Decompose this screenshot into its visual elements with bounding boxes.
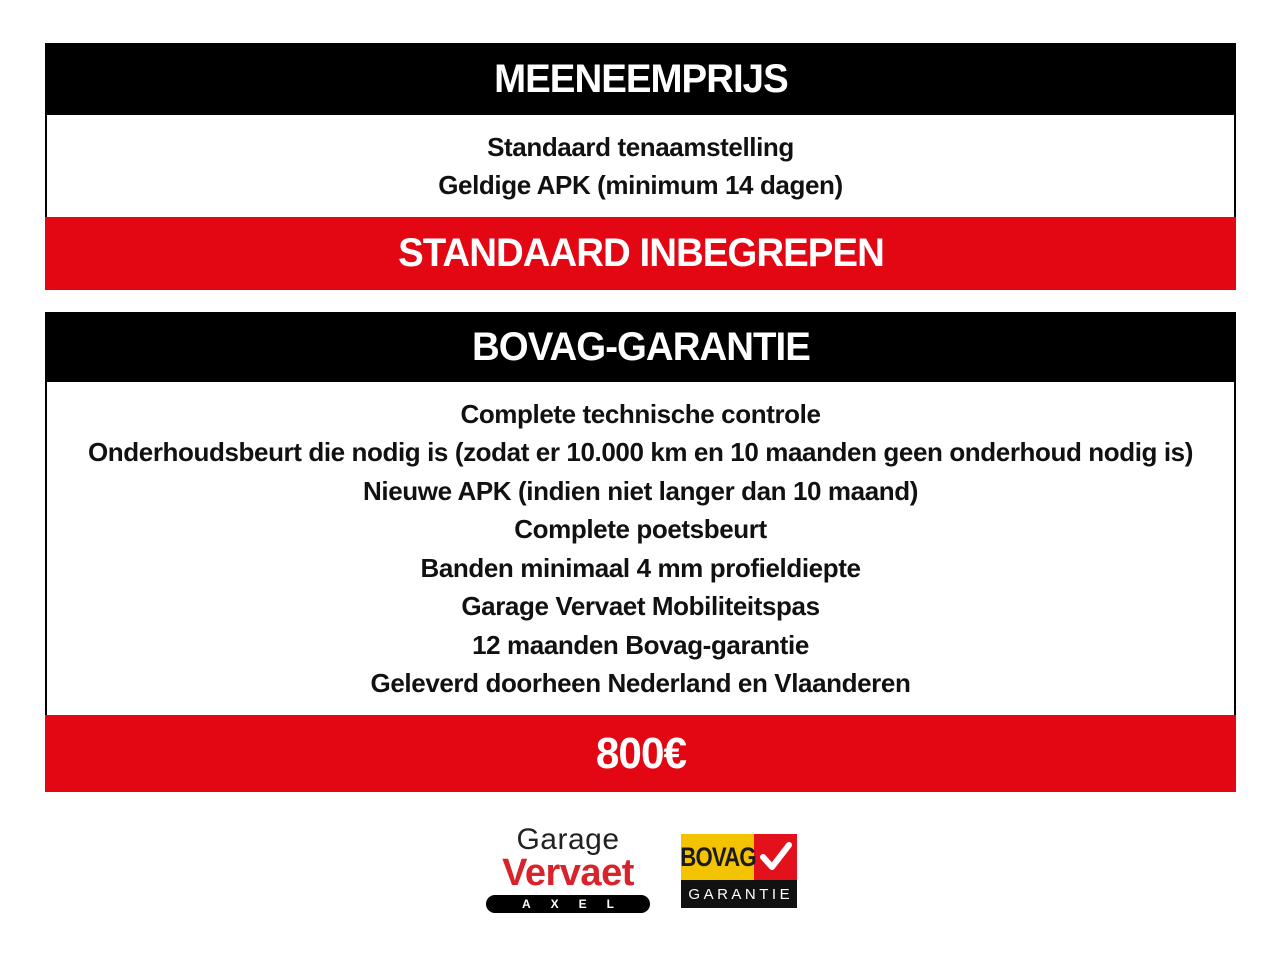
bovag-item: Banden minimaal 4 mm profieldiepte (420, 552, 861, 583)
bovag-garantie-title: BOVAG-GARANTIE (471, 324, 810, 369)
price-info-card (45, 43, 1236, 792)
meeneemprijs-title: MEENEEMPRIJS (493, 56, 788, 101)
bovag-logo-garantie-bar: GARANTIE (681, 880, 797, 908)
garage-vervaet-logo (483, 824, 653, 913)
bovag-items-section (45, 382, 1236, 715)
section-divider-gap (45, 290, 1236, 312)
bovag-item: Geleverd doorheen Nederland en Vlaanderen (370, 668, 911, 698)
garage-vervaet-logo-vervaet-text: Vervaet (502, 852, 634, 894)
meeneemprijs-header-bar (45, 43, 1236, 115)
bovag-item: Complete technische controle (460, 398, 821, 429)
price-value: 800€ (595, 728, 686, 778)
garage-vervaet-logo-garage-text: Garage (516, 823, 620, 856)
bovag-logo-yellow-panel (681, 834, 754, 880)
meeneemprijs-items-section (45, 115, 1236, 217)
bovag-item: 12 maanden Bovag-garantie (472, 629, 809, 660)
check-icon (759, 842, 793, 872)
bovag-item: Garage Vervaet Mobiliteitspas (461, 591, 820, 621)
bovag-item: Nieuwe APK (indien niet langer dan 10 maand) (363, 475, 918, 506)
bovag-item: Complete poetsbeurt (514, 514, 767, 544)
bovag-logo-top (681, 834, 797, 880)
meeneemprijs-item: Standaard tenaamstelling (487, 131, 794, 162)
logos-row (0, 824, 1280, 913)
bovag-logo-wordmark: BOVAG (679, 841, 756, 872)
garage-vervaet-logo-axel-badge: AXEL (486, 895, 650, 913)
standaard-inbegrepen-label: STANDAARD INBEGREPEN (397, 231, 884, 275)
bovag-garantie-logo (681, 834, 797, 908)
bovag-item: Onderhoudsbeurt die nodig is (zodat er 10.000 km en 10 maanden geen onderhoud nodig is) (87, 437, 1194, 467)
bovag-logo-red-panel (754, 834, 797, 880)
meeneemprijs-item: Geldige APK (minimum 14 dagen) (438, 170, 843, 200)
price-banner (45, 715, 1236, 792)
standaard-inbegrepen-banner (45, 217, 1236, 290)
bovag-garantie-header-bar (45, 312, 1236, 382)
